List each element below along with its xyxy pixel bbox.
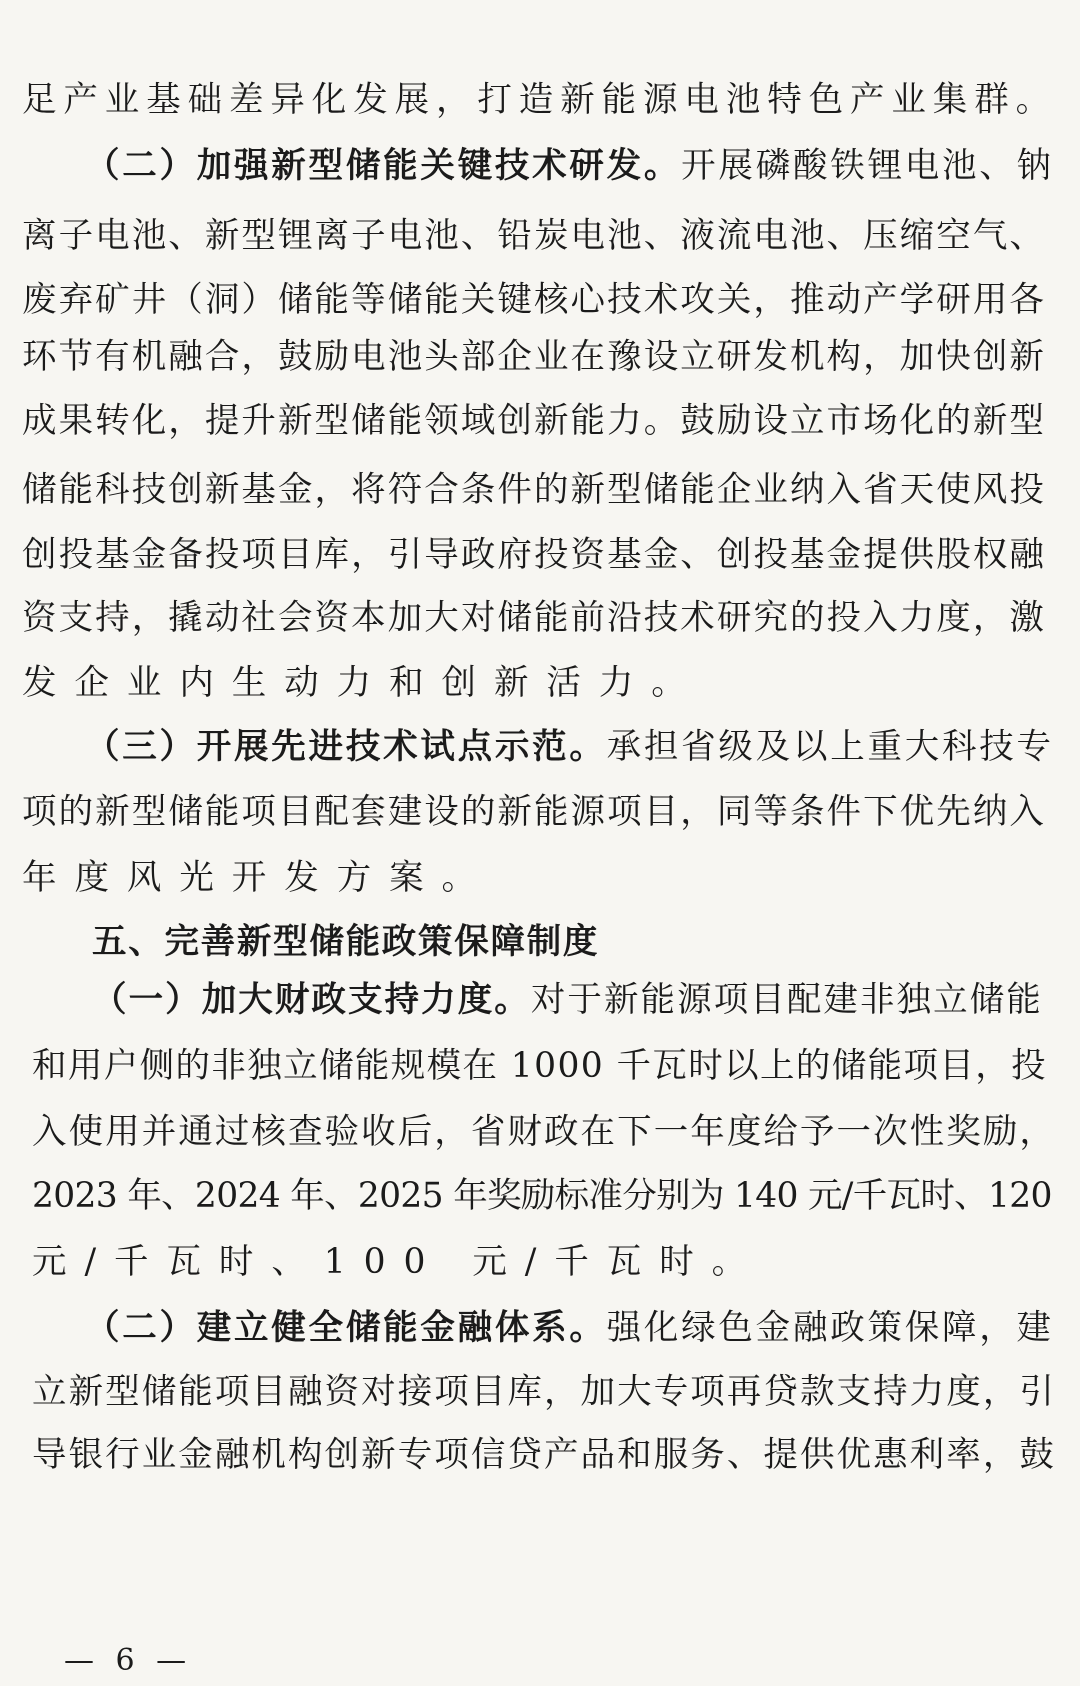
line-text: 和用户侧的非独立储能规模在 1000 千瓦时以上的储能项目，投 <box>32 1046 1048 1086</box>
text-line <box>85 1298 1054 1358</box>
line-text: 项的新型储能项目配套建设的新能源项目，同等条件下优先纳入 <box>22 792 1046 832</box>
text-line <box>85 717 1054 777</box>
text-line <box>22 460 1046 520</box>
line-text: 离子电池、新型锂离子电池、铅炭电池、液流电池、压缩空气、 <box>22 216 1046 256</box>
text-line <box>22 782 1046 842</box>
section-heading-text: 五、完善新型储能政策保障制度 <box>92 922 600 962</box>
text-line <box>22 270 1046 330</box>
text-line <box>32 1362 1056 1422</box>
text-line <box>32 1232 764 1292</box>
page-number: — 6 — <box>64 1643 193 1678</box>
line-text: 导银行业金融机构创新专项信贷产品和服务、提供优惠利率，鼓 <box>32 1435 1056 1475</box>
paragraph-lead: （三）开展先进技术试点示范。 <box>85 727 607 767</box>
paragraph-lead: （二）建立健全储能金融体系。 <box>85 1308 607 1348</box>
text-line <box>22 206 1046 266</box>
line-text: 创投基金备投项目库，引导政府投资基金、创投基金提供股权融 <box>22 535 1046 575</box>
line-text: 开展磷酸铁锂电池、钠 <box>681 146 1054 186</box>
text-line <box>92 970 1043 1030</box>
line-text: 年度风光开发方案。 <box>22 858 494 898</box>
line-text: 成果转化，提升新型储能领域创新能力。鼓励设立市场化的新型 <box>22 401 1046 441</box>
text-line <box>22 848 494 908</box>
line-text: 环节有机融合，鼓励电池头部企业在豫设立研发机构，加快创新 <box>22 337 1046 377</box>
text-line <box>22 525 1046 585</box>
line-text: 对于新能源项目配建非独立储能 <box>530 980 1043 1020</box>
text-line <box>22 653 704 713</box>
text-line <box>22 327 1046 387</box>
line-text: 2023 年、2024 年、2025 年奖励标准分别为 140 元/千瓦时、120 <box>32 1176 1052 1216</box>
line-text: 资支持，撬动社会资本加大对储能前沿技术研究的投入力度，激 <box>22 598 1046 638</box>
text-line <box>22 588 1046 648</box>
text-line <box>22 391 1046 451</box>
line-text: 发企业内生动力和创新活力。 <box>22 663 704 703</box>
line-text: 入使用并通过核查验收后，省财政在下一年度给予一次性奖励， <box>32 1112 1056 1152</box>
paragraph-lead: （一）加大财政支持力度。 <box>92 980 531 1020</box>
text-line <box>22 70 1057 130</box>
line-text: 足产业基础差异化发展，打造新能源电池特色产业集群。 <box>22 80 1057 120</box>
text-line <box>85 136 1054 196</box>
line-text: 元/千瓦时、100 元/千瓦时。 <box>32 1242 765 1282</box>
line-text: 废弃矿井（洞）储能等储能关键核心技术攻关，推动产学研用各 <box>22 280 1046 320</box>
text-line <box>32 1166 1052 1226</box>
text-line <box>32 1036 1047 1096</box>
line-text: 储能科技创新基金，将符合条件的新型储能企业纳入省天使风投 <box>22 470 1046 510</box>
paragraph-lead: （二）加强新型储能关键技术研发。 <box>85 146 682 186</box>
text-line <box>32 1102 1056 1162</box>
line-text: 立新型储能项目融资对接项目库，加大专项再贷款支持力度，引 <box>32 1372 1056 1412</box>
text-line <box>32 1425 1056 1485</box>
line-text: 强化绿色金融政策保障，建 <box>606 1308 1054 1348</box>
line-text: 承担省级及以上重大科技专 <box>606 727 1054 767</box>
section-heading <box>92 912 599 972</box>
